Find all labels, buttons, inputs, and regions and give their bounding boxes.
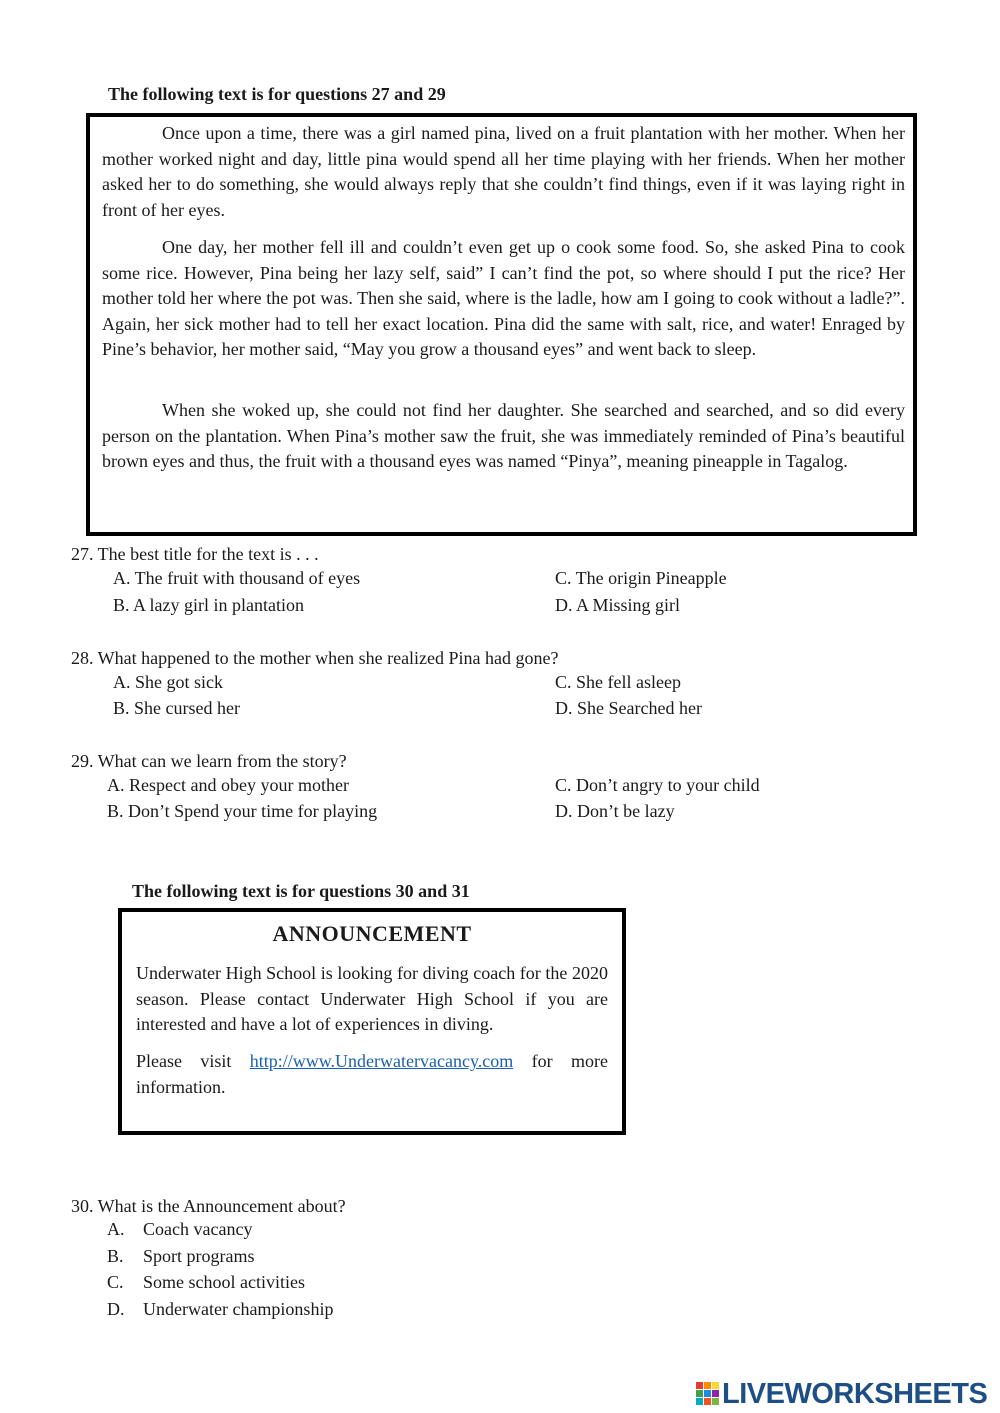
question-30: 30. What is the Announcement about? [71, 1196, 346, 1216]
logo-square [704, 1382, 711, 1389]
logo-grid-icon [696, 1382, 720, 1406]
logo-square [712, 1390, 719, 1397]
q28-option-c[interactable]: C. She fell asleep [555, 672, 681, 692]
q27-option-d[interactable]: D. A Missing girl [555, 595, 681, 615]
logo-square [696, 1382, 703, 1389]
logo-square [704, 1390, 711, 1397]
logo-square [712, 1398, 719, 1405]
vacancy-link[interactable]: http://www.Underwatervacancy.com [249, 1051, 514, 1071]
q29-option-c[interactable]: C. Don’t angry to your child [555, 775, 760, 795]
q27-option-b[interactable]: B. A lazy girl in plantation [113, 595, 304, 615]
logo-square [704, 1398, 711, 1405]
announcement-visit [136, 1049, 608, 1100]
story-paragraph-2: One day, her mother fell ill and couldn’t even get up o cook some food. So, she asked Pina to cook some rice. However, Pina being her lazy self, said” I can’t find the pot, so where should I put the rice? Her mother told her where the pot was. Then she said, where is the ladle, how am I going to cook without a ladle?”. Again, her sick mother had to tell her exact location. Pina did the same with salt, rice, and water! Enraged by Pine’s behavior, her mother said, “May you grow a thousand eyes” and went back to sleep. [102, 237, 905, 359]
q27-option-c[interactable]: C. The origin Pineapple [555, 568, 727, 588]
q30-option-c-letter: C. [107, 1272, 124, 1292]
story-paragraph-3: When she woked up, she could not find her daughter. She searched and searched, and so did every person on the plantation. When Pina’s mother saw the fruit, she was immediately reminded of Pina’s beautiful brown eyes and thus, the fruit with a thousand eyes was named “Pinya”, meaning pineapple in Tagalog. [102, 400, 905, 471]
q30-option-c[interactable]: Some school activities [143, 1272, 305, 1292]
question-29: 29. What can we learn from the story? [71, 751, 347, 771]
logo-square [712, 1382, 719, 1389]
q30-option-a-letter: A. [107, 1219, 125, 1239]
story-paragraph-1: Once upon a time, there was a girl named pina, lived on a fruit plantation with her mother. When her mother worked night and day, little pina would spend all her time playing with her friends. When her mother asked her to do something, she would always reply that she couldn’t find things, even if it was laying right in front of her eyes. [102, 123, 905, 220]
section-heading-27-29: The following text is for questions 27 and 29 [108, 84, 446, 104]
visit-prefix: Please visit [136, 1051, 250, 1071]
q28-option-b[interactable]: B. She cursed her [113, 698, 240, 718]
q29-option-b[interactable]: B. Don’t Spend your time for playing [107, 801, 378, 821]
question-28: 28. What happened to the mother when she realized Pina had gone? [71, 648, 559, 668]
q28-option-a[interactable]: A. She got sick [113, 672, 223, 692]
announcement-title: ANNOUNCEMENT [272, 921, 472, 946]
q30-option-d-letter: D. [107, 1299, 125, 1319]
logo-brand-text: LIVEWORKSHEETS [722, 1377, 988, 1410]
q30-option-b-letter: B. [107, 1246, 124, 1266]
announcement-body: Underwater High School is looking for diving coach for the 2020 season. Please contact Underwater High School if you are interested and have a lot of experiences in diving. [136, 963, 608, 1034]
q30-option-a[interactable]: Coach vacancy [143, 1219, 253, 1239]
q28-option-d[interactable]: D. She Searched her [555, 698, 702, 718]
logo-square [696, 1398, 703, 1405]
q27-option-a[interactable]: A. The fruit with thousand of eyes [113, 568, 361, 588]
section-heading-30-31: The following text is for questions 30 and 31 [132, 881, 470, 901]
question-27: 27. The best title for the text is . . . [71, 544, 319, 564]
q30-option-d[interactable]: Underwater championship [143, 1299, 334, 1319]
q29-option-d[interactable]: D. Don’t be lazy [555, 801, 675, 821]
q29-option-a[interactable]: A. Respect and obey your mother [107, 775, 349, 795]
liveworksheets-logo [696, 1377, 987, 1411]
visit-suffix: for more information. [136, 1051, 608, 1097]
logo-square [696, 1390, 703, 1397]
q30-option-b[interactable]: Sport programs [143, 1246, 255, 1266]
